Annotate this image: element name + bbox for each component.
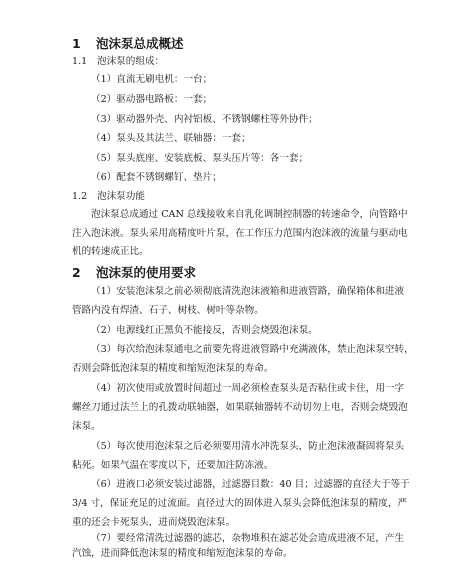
requirement-line: （4）初次使用或放置时间超过一周必须检查泵头是否粘住或卡住，用一字: [91, 383, 405, 394]
section-2-title: 泡沫泵的使用要求: [96, 265, 197, 280]
subsection-1-2-number: 1.2: [72, 191, 88, 202]
function-paragraph-line: 注入泡沫液。泵头采用高精度叶片泵，在工作压力范围内泡沫液的流量与驱动电: [72, 228, 408, 239]
requirement-line: 粘死。如果气温在零度以下，还要加注防冻液。: [72, 460, 274, 471]
requirement-line: 管路内没有焊渣、石子、树枝、树叶等杂物。: [72, 305, 264, 316]
requirement-line: 否则会降低泡沫泵的精度和缩短泡沫泵的寿命。: [72, 363, 274, 374]
requirement-line: 重的还会卡死泵头，进而烧毁泡沫泵。: [72, 517, 236, 528]
subsection-1-1-title: 泡沫泵的组成：: [97, 56, 165, 67]
requirement-line: （1）安装泡沫泵之前必须彻底清洗泡沫液箱和进液管路，确保箱体和进液: [91, 286, 405, 297]
function-paragraph-line: 泡沫泵总成通过 CAN 总线接收来自乳化调制控制器的转速命令，向管路中: [91, 209, 408, 220]
subsection-1-1-heading: [72, 56, 164, 68]
requirement-line: （2）电源线红正黑负不能接反，否则会烧毁泡沫泵。: [91, 325, 318, 336]
component-item: （2）驱动器电路板：一套；: [91, 94, 213, 105]
requirement-line: 螺丝刀通过法兰上的孔拨动联轴器，如果联轴器转不动切勿上电，否则会烧毁泡: [72, 402, 408, 413]
section-1-title: 泡沫泵总成概述: [96, 36, 184, 51]
subsection-1-2-title: 泡沫泵功能: [97, 191, 145, 202]
requirement-line: （5）每次使用泡沫泵之后必须要用清水冲洗泵头，防止泡沫液凝固将泵头: [91, 441, 405, 452]
requirement-line: （7）要经常清洗过滤器的滤芯，杂物堆积在滤芯处会造成进液不足，产生: [91, 533, 405, 544]
component-item: （1）直流无刷电机：一台；: [91, 74, 213, 85]
requirement-line: 沫泵。: [72, 421, 101, 432]
section-1-number: 1: [72, 36, 81, 51]
component-item: （3）驱动器外壳、内衬铝板、不锈钢螺柱等外协件；: [91, 114, 318, 125]
component-item: （4）泵头及其法兰、联轴器：一套；: [91, 133, 251, 144]
section-1-heading: [72, 36, 184, 51]
requirement-line: 汽蚀，进而降低泡沫泵的精度和缩短泡沫泵的寿命。: [72, 548, 293, 559]
requirement-line: （6）进液口必须安装过滤器，过滤器目数：40 目；过滤器的直径大于等于: [91, 479, 410, 490]
section-2-number: 2: [72, 265, 81, 280]
subsection-1-2-heading: [72, 191, 145, 203]
requirement-line: 3/4 寸，保证充足的过流面。直径过大的固体进入泵头会降低泡沫泵的精度，严: [72, 498, 408, 509]
component-item: （5）泵头底座、安装底板、泵头压片等：各一套；: [91, 153, 309, 164]
function-paragraph-line: 机的转速成正比。: [72, 246, 149, 257]
subsection-1-1-number: 1.1: [72, 56, 88, 67]
section-2-heading: [72, 265, 196, 280]
requirement-line: （3）每次给泡沫泵通电之前要先将进液管路中充满液体，禁止泡沫泵空转，: [91, 344, 414, 355]
component-item: （6）配套不锈钢螺钉、垫片；: [91, 172, 222, 183]
